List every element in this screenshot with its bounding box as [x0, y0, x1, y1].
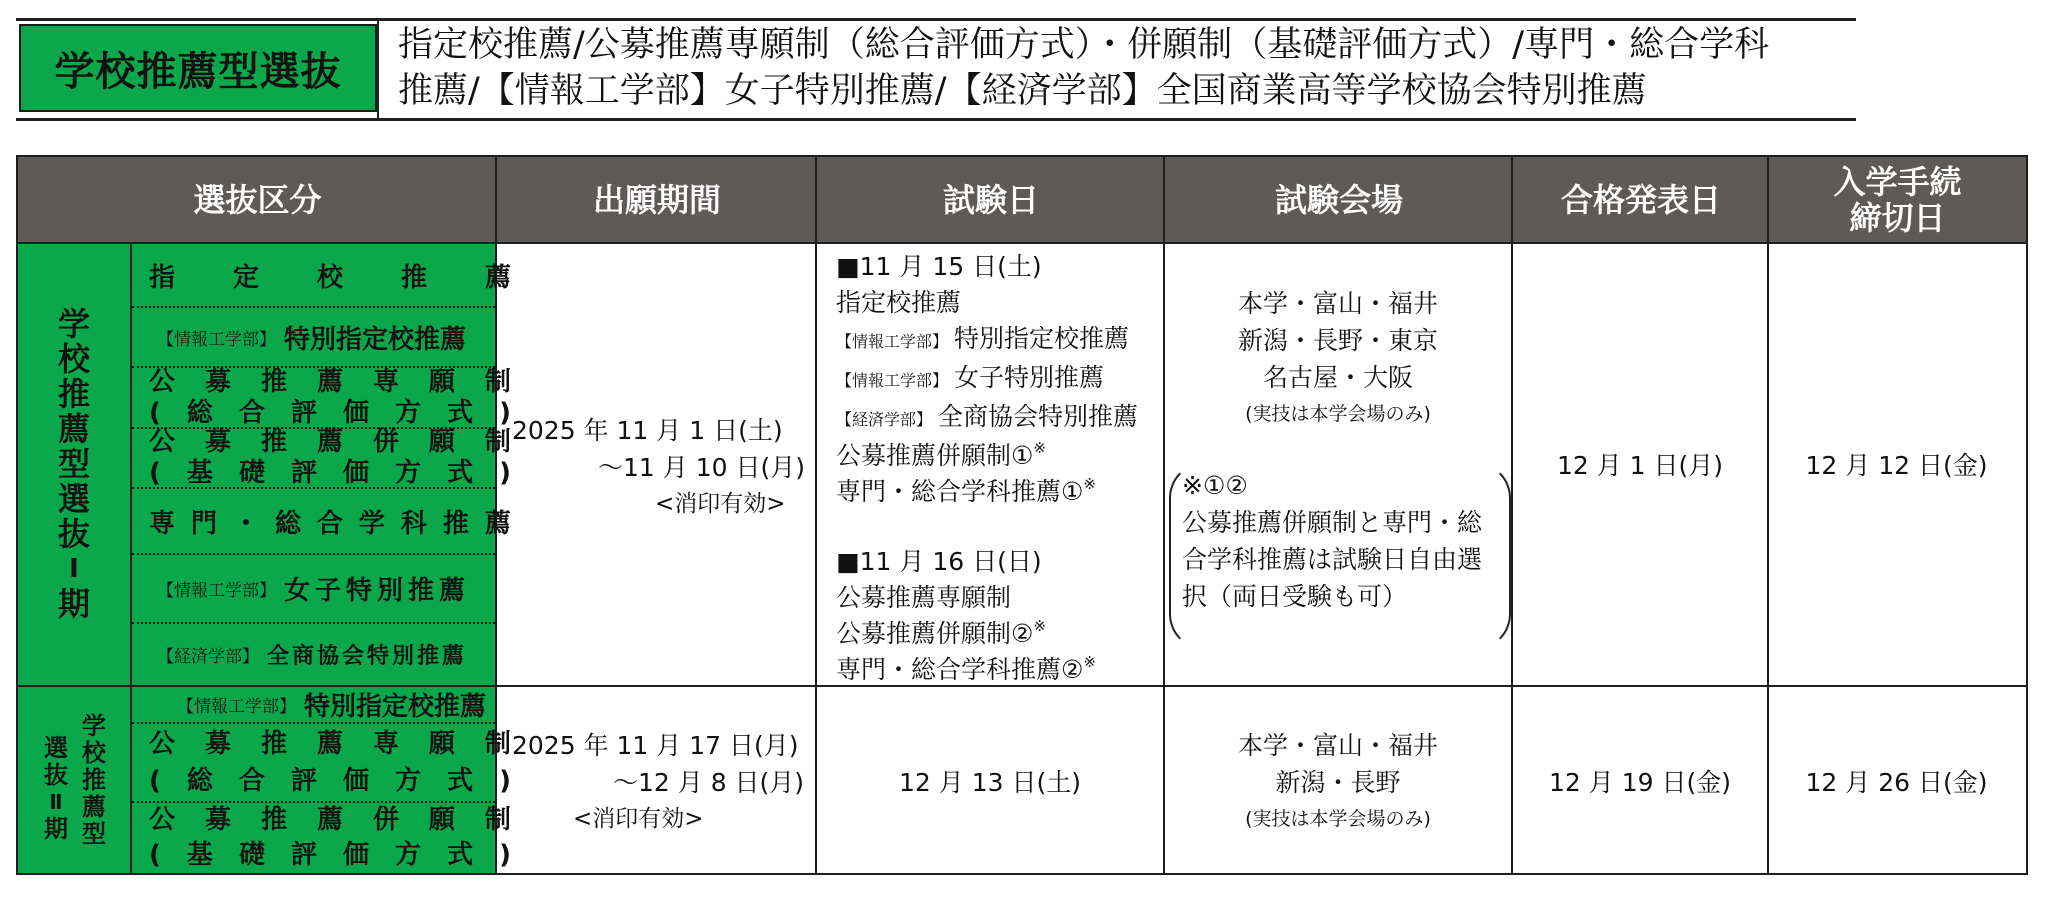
p1-exam-item	[836, 399, 1138, 438]
subcat-econ-commerce-assoc	[135, 624, 533, 685]
col-header-category: 選抜区分	[18, 157, 497, 243]
subcat-faculty-tag: 【情報工学部】	[177, 697, 296, 717]
subcat-char: 校	[316, 262, 343, 293]
exam-item-text: 専門・総合学科推薦①	[836, 477, 1084, 506]
subcat-info-eng-special-designated	[135, 308, 533, 366]
subcat-char: 併	[372, 805, 399, 835]
p2-subcat-public-exclusive	[135, 724, 525, 801]
subcat-char: )	[499, 840, 511, 870]
subcat-char: 門	[190, 508, 217, 539]
subcat-char: 評	[290, 840, 317, 870]
header-badge: 学校推薦型選抜	[19, 24, 377, 112]
subcat-char: 願	[428, 805, 455, 835]
period2-label-char: 型	[82, 819, 106, 848]
subcat-char: 評	[290, 765, 317, 796]
subcat-char: 基	[186, 457, 213, 488]
subcat-char: 公	[149, 728, 176, 759]
p1-exam-schedule	[836, 249, 1138, 688]
subcat-char: 制	[484, 728, 511, 759]
subcat-char: 制	[484, 426, 511, 457]
p1-exam-item	[836, 652, 1138, 688]
subcat-char: 薦	[316, 728, 343, 759]
p1-enrollment-deadline: 12 月 12 日(金)	[1805, 451, 1988, 480]
subcat-char: 方	[395, 840, 422, 870]
subcat-char: 方	[395, 397, 422, 428]
col-header-enrollment-deadline	[1769, 157, 2026, 243]
subcat-char: 定	[232, 262, 259, 293]
subcat-char: 薦	[316, 366, 343, 397]
period1-label-char: 型	[57, 444, 90, 483]
subcat-char: 方	[395, 457, 422, 488]
period1-label-char: 校	[57, 339, 90, 378]
p1-application-start: 2025 年 11 月 1 日(土)	[512, 416, 783, 445]
subcat-char: 合	[238, 397, 265, 428]
subcat-char: 推	[260, 805, 287, 835]
subcat-char: 公	[149, 805, 176, 835]
p1-exam-day1: ■11 月 15 日(土)	[836, 252, 1042, 281]
period2-label-char: 抜	[44, 761, 68, 789]
exam-item-text: 公募推薦併願制②	[836, 619, 1034, 648]
p1-venue-note: (実技は本学会場のみ)	[1245, 403, 1431, 425]
p1-exam-day2: ■11 月 16 日(日)	[836, 547, 1042, 576]
subcat-char: 科	[400, 508, 427, 539]
p2-application-end: ～12 月 8 日(月)	[613, 768, 805, 797]
subcat-char: 推	[260, 426, 287, 457]
subcat-char: 制	[484, 805, 511, 835]
note-mark: ※	[1033, 617, 1046, 635]
subcat-char: 制	[484, 366, 511, 397]
period2-label-char: 期	[44, 815, 68, 843]
period2-label-char: Ⅱ	[49, 790, 63, 814]
subcat-char: 募	[204, 728, 231, 759]
header-banner	[16, 18, 1856, 121]
subcat-char: 評	[290, 457, 317, 488]
period1-label	[18, 243, 130, 685]
subcat-char: 礎	[238, 457, 265, 488]
subcat-text: 特別指定校推薦	[304, 692, 487, 722]
p2-venue-note: (実技は本学会場のみ)	[1245, 808, 1431, 830]
p1-venue-line: 名古屋・大阪	[1262, 363, 1413, 392]
header-description	[398, 22, 1848, 114]
p1-exam-item	[836, 616, 1138, 652]
p2-venue-line: 新潟・長野	[1275, 768, 1401, 797]
subcat-char: (	[149, 397, 161, 428]
p2-result-date: 12 月 19 日(金)	[1549, 768, 1731, 797]
subcat-char: 願	[428, 366, 455, 397]
subcat-char: )	[499, 765, 511, 796]
p1-exam-item: 公募推薦専願制	[836, 583, 1012, 612]
p2-enrollment-deadline: 12 月 26 日(金)	[1805, 768, 1988, 797]
period1-label-char: 薦	[57, 409, 90, 448]
col-header-exam-date: 試験日	[817, 157, 1165, 243]
subcat-char: 合	[238, 765, 265, 796]
exam-faculty-tag: 【情報工学部】	[836, 371, 949, 390]
subcat-char: 総	[186, 397, 213, 428]
subcat-char: 式	[447, 765, 474, 796]
subcat-char: 総	[186, 765, 213, 796]
subcat-text: 特別指定校推薦	[284, 324, 467, 355]
header-desc-line2: 推薦/【情報工学部】女子特別推薦/【経済学部】全国商業高等学校協会特別推薦	[398, 71, 1647, 111]
subcat-char: 募	[204, 805, 231, 835]
subcat-char: 価	[343, 840, 370, 870]
p1-result-date: 12 月 1 日(月)	[1556, 451, 1724, 480]
subcat-char: 願	[428, 426, 455, 457]
subcat-vocational-general	[135, 489, 525, 553]
p1-venue-line: 本学・富山・福井	[1237, 289, 1438, 318]
exam-item-text: 専門・総合学科推薦②	[836, 655, 1084, 684]
header-top-rule	[16, 18, 1856, 21]
period1-label-char: 期	[57, 584, 90, 623]
col-header-application: 出願期間	[497, 157, 817, 243]
subcat-char: 願	[428, 728, 455, 759]
subcat-char: 式	[447, 840, 474, 870]
p1-venue	[1165, 285, 1511, 433]
subcat-public-concurrent	[135, 428, 525, 487]
p1-exam-item	[836, 321, 1138, 360]
exam-faculty-tag: 【情報工学部】	[836, 332, 949, 351]
subcat-char: 式	[447, 397, 474, 428]
note-mark: ※	[1083, 475, 1096, 493]
p1-venue-memo	[1182, 467, 1482, 615]
period1-label-char: 選	[57, 479, 90, 518]
note-mark: ※	[1033, 439, 1046, 457]
p2-venue	[1165, 727, 1511, 838]
subcat-char: 価	[343, 765, 370, 796]
subcat-char: 価	[343, 457, 370, 488]
subcat-char: 指	[149, 262, 176, 293]
p2-exam-date: 12 月 13 日(土)	[899, 768, 1081, 797]
p1-venue-line: 新潟・長野・東京	[1237, 326, 1438, 355]
subcat-text: 女子特別推薦	[284, 576, 471, 606]
p2-subcat-public-concurrent	[135, 803, 525, 873]
p1-application-postmark: <消印有効>	[655, 491, 786, 517]
subcat-char: 薦	[484, 508, 511, 539]
subcat-char: )	[499, 397, 511, 428]
col-header-result-date: 合格発表日	[1513, 157, 1769, 243]
subcat-info-eng-women	[135, 555, 533, 622]
subcat-char: 募	[204, 366, 231, 397]
period1-label-char: 推	[57, 374, 90, 413]
subcat-char: 方	[395, 765, 422, 796]
exam-item-text: 全商協会特別推薦	[938, 402, 1139, 431]
subcat-faculty-tag: 【経済学部】	[157, 647, 259, 667]
p2-venue-line: 本学・富山・福井	[1237, 731, 1438, 760]
col-header-enrollment-line1: 入学手続	[1833, 163, 1962, 201]
schedule-table	[16, 155, 2028, 875]
p1-exam-item: 指定校推薦	[836, 288, 962, 317]
subcat-char: 推	[260, 728, 287, 759]
subcat-char: 推	[400, 262, 427, 293]
subcat-char: (	[149, 840, 161, 870]
subcat-char: 併	[372, 426, 399, 457]
subcat-char: 募	[204, 426, 231, 457]
subcat-char: (	[149, 765, 161, 796]
period2-label-char: 校	[82, 738, 106, 767]
grid-line	[18, 242, 2026, 244]
p1-application-end: ～11 月 10 日(月)	[598, 453, 805, 482]
period2-label-char: 学	[82, 711, 106, 740]
subcat-char: (	[149, 457, 161, 488]
p2-application-postmark: <消印有効>	[573, 806, 704, 832]
p2-subcat-info-eng-special-designated	[135, 687, 553, 722]
p1-exam-item	[836, 438, 1138, 474]
header-desc-line1: 指定校推薦/公募推薦専願制（総合評価方式）・併願制（基礎評価方式）/専門・総合学科	[398, 25, 1770, 65]
header-divider	[377, 21, 379, 118]
subcat-char: 薦	[484, 262, 511, 293]
subcat-char: 薦	[316, 426, 343, 457]
p1-exam-gap	[836, 510, 1138, 544]
period2-label-col2	[36, 695, 76, 865]
subcat-char: 評	[290, 397, 317, 428]
subcat-char: 式	[447, 457, 474, 488]
subcat-char: 薦	[316, 805, 343, 835]
period2-label-char: 薦	[82, 792, 106, 821]
grid-line	[130, 243, 132, 873]
subcat-faculty-tag: 【情報工学部】	[157, 581, 276, 601]
subcat-char: 合	[316, 508, 343, 539]
subcat-char: 総	[274, 508, 301, 539]
subcat-text: 全商協会特別推薦	[267, 644, 468, 669]
memo-line: 択（両日受験も可）	[1182, 582, 1408, 611]
subcat-char: 専	[372, 728, 399, 759]
memo-line: 公募推薦併願制と専門・総	[1182, 508, 1483, 537]
note-mark: ※	[1083, 653, 1096, 671]
subcat-char: 公	[149, 366, 176, 397]
subcat-char: ・	[232, 508, 259, 539]
period2-label-char: 推	[82, 765, 106, 794]
p1-exam-item	[836, 474, 1138, 510]
period2-label-char: 選	[44, 734, 68, 762]
exam-faculty-tag: 【経済学部】	[836, 410, 933, 429]
exam-item-text: 特別指定校推薦	[954, 324, 1130, 353]
col-header-venue: 試験会場	[1165, 157, 1513, 243]
subcat-public-exclusive	[135, 368, 525, 427]
subcat-designated-school	[135, 245, 525, 305]
period1-label-char: 学	[57, 304, 90, 343]
period1-label-char: Ⅰ	[69, 553, 79, 584]
col-header-enrollment-line2: 締切日	[1849, 199, 1946, 237]
subcat-faculty-tag: 【情報工学部】	[157, 329, 276, 350]
p1-exam-item	[836, 360, 1138, 399]
subcat-char: 推	[442, 508, 469, 539]
p2-application-start: 2025 年 11 月 17 日(月)	[512, 731, 799, 760]
subcat-char: 学	[358, 508, 385, 539]
subcat-char: 専	[372, 366, 399, 397]
memo-title: ※①②	[1182, 471, 1248, 500]
subcat-char: 価	[343, 397, 370, 428]
exam-item-text: 女子特別推薦	[954, 363, 1105, 392]
subcat-char: 専	[149, 508, 176, 539]
subcat-char: )	[499, 457, 511, 488]
header-bottom-rule	[16, 118, 1856, 121]
subcat-char: 推	[260, 366, 287, 397]
memo-line: 合学科推薦は試験日自由選	[1182, 545, 1483, 574]
subcat-char: 礎	[238, 840, 265, 870]
period2-label-col1	[74, 695, 114, 865]
period1-label-char: 抜	[57, 514, 90, 553]
subcat-char: 基	[186, 840, 213, 870]
subcat-char: 公	[149, 426, 176, 457]
exam-item-text: 公募推薦併願制①	[836, 441, 1034, 470]
